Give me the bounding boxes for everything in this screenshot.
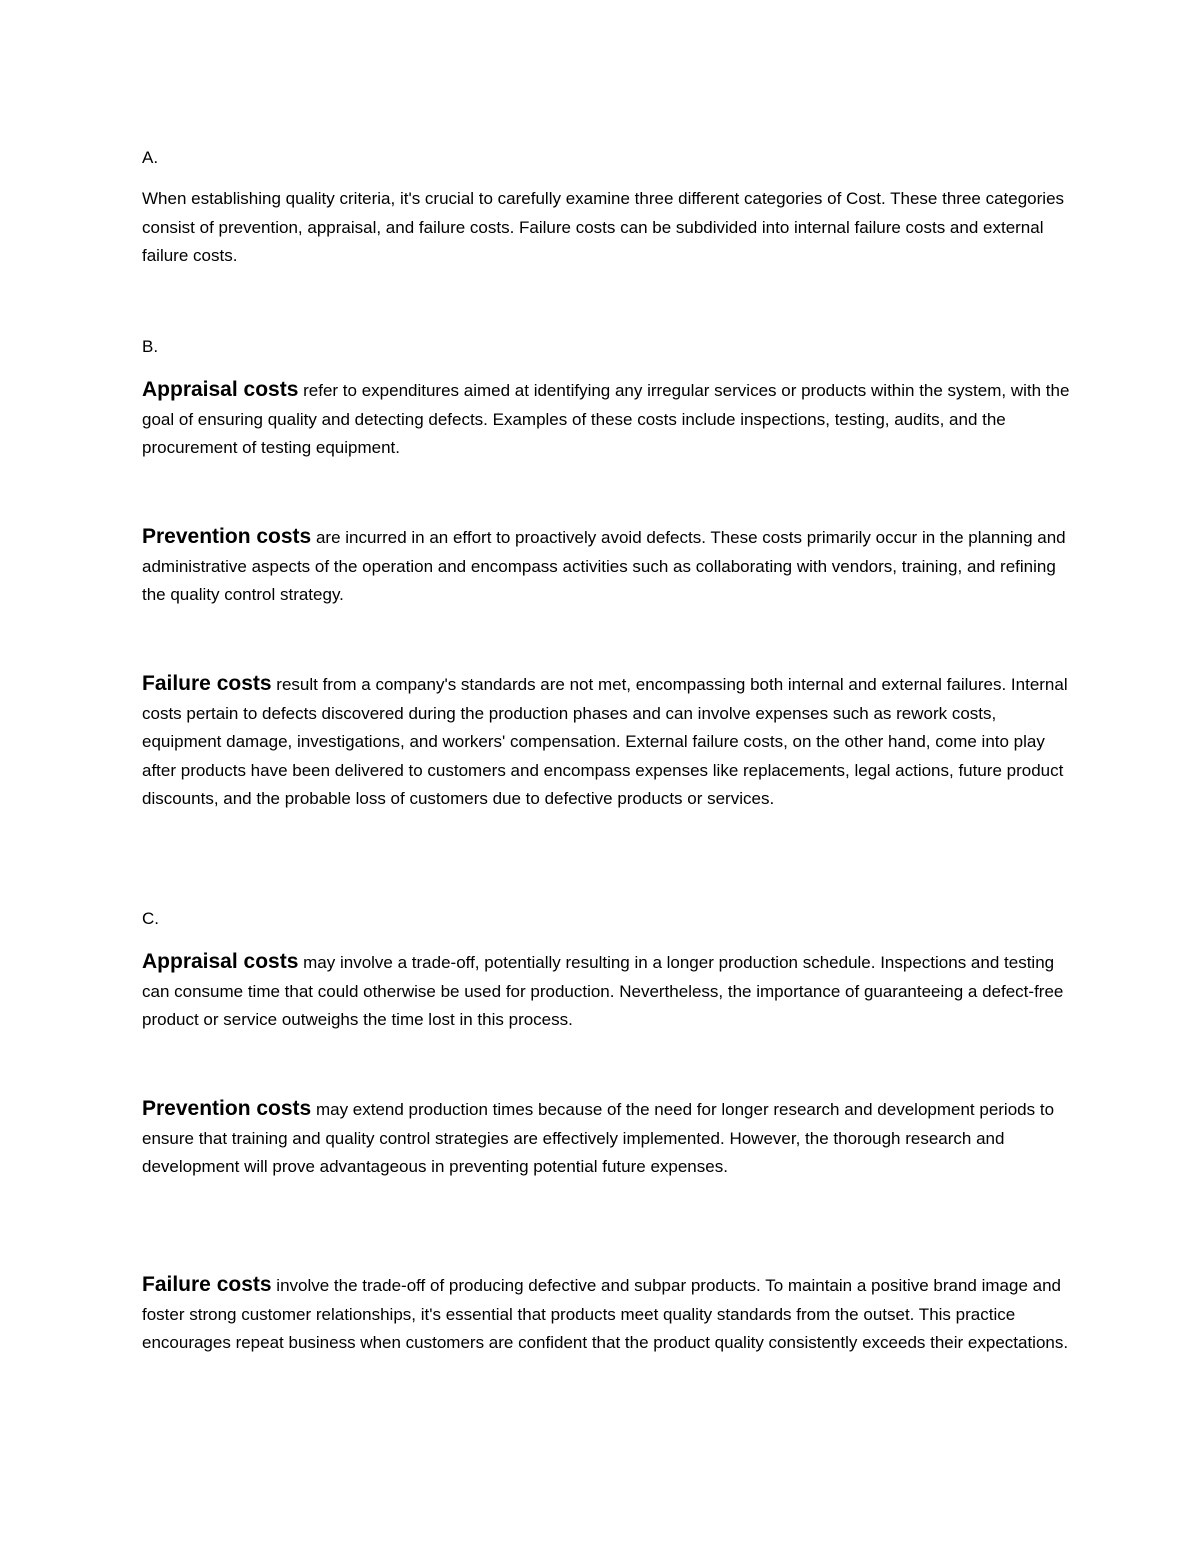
- section-c-appraisal-text: may involve a trade-off, potentially resulting in a longer production schedule. Inspections and testing can consume time that could otherwise be used for production. Nevertheless, the importance of guaranteeing a defect-free product or service outweighs the time lost in this process.: [142, 953, 1064, 1029]
- section-c-appraisal-paragraph: [142, 948, 1072, 1035]
- section-a-paragraph: When establishing quality criteria, it's crucial to carefully examine three different categories of Cost. These three categories consist of prevention, appraisal, and failure costs. Failure costs can be subdivided into internal failure costs and external failure costs.: [142, 189, 1065, 265]
- section-b-appraisal-paragraph: [142, 376, 1072, 463]
- section-b-failure-paragraph: [142, 670, 1072, 814]
- section-c-appraisal-term: Appraisal costs: [142, 950, 299, 973]
- section-c-prevention-term: Prevention costs: [142, 1097, 312, 1120]
- section-b-appraisal-term: Appraisal costs: [142, 378, 299, 401]
- section-a-label: A.: [142, 148, 159, 167]
- section-c-failure-term: Failure costs: [142, 1273, 272, 1296]
- section-c-prevention-paragraph: [142, 1095, 1072, 1182]
- section-b-prevention-text: are incurred in an effort to proactively avoid defects. These costs primarily occur in the planning and administrative aspects of the operation and encompass activities such as collaborating with vendors, training, and refining the quality control strategy.: [142, 528, 1066, 604]
- section-c-failure-paragraph: [142, 1271, 1072, 1358]
- section-c-failure-text: involve the trade-off of producing defective and subpar products. To maintain a positive brand image and foster strong customer relationships, it's essential that products meet quality standards from the outset. This practice encourages repeat business when customers are confident that the product quality consistently exceeds their expectations.: [142, 1276, 1069, 1352]
- section-b-appraisal-text: refer to expenditures aimed at identifying any irregular services or products within the system, with the goal of ensuring quality and detecting defects. Examples of these costs include inspections, testing, audits, and the procurement of testing equipment.: [142, 381, 1070, 457]
- section-b-label: B.: [142, 337, 159, 356]
- section-b-failure-text: result from a company's standards are not met, encompassing both internal and external failures. Internal costs pertain to defects discovered during the production phases and can involve expenses such as rework costs, equipment damage, investigations, and workers' compensation. External failure costs, on the other hand, come into play after products have been delivered to customers and encompass expenses like replacements, legal actions, future product discounts, and the probable loss of customers due to defective products or services.: [142, 675, 1068, 808]
- section-b-failure-term: Failure costs: [142, 672, 272, 695]
- section-b-prevention-term: Prevention costs: [142, 525, 312, 548]
- section-b-prevention-paragraph: [142, 523, 1072, 610]
- section-c-label: C.: [142, 909, 159, 928]
- section-c-prevention-text: may extend production times because of the need for longer research and development periods to ensure that training and quality control strategies are effectively implemented. However, the thorough research and development will prove advantageous in preventing potential future expenses.: [142, 1100, 1055, 1176]
